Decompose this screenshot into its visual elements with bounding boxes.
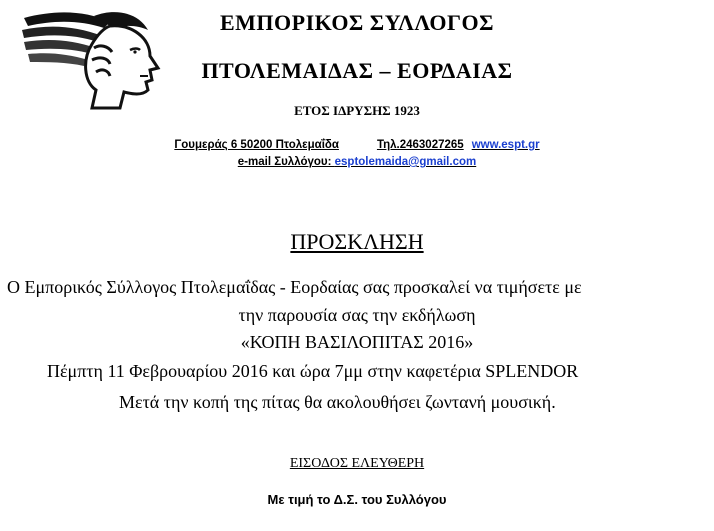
founded-year: ΕΤΟΣ ΙΔΡΥΣΗΣ 1923 xyxy=(294,103,420,118)
email-label: e-mail Συλλόγου: xyxy=(237,156,335,168)
invitation-line1: Ο Εμπορικός Σύλλογος Πτολεμαΐδας - Εορδαίας σας προσκαλεί να τιμήσετε με xyxy=(7,277,582,297)
org-name-line2: ΠΤΟΛΕΜΑΙΔΑΣ – ΕΟΡΔΑΙΑΣ xyxy=(201,58,513,83)
address-text: Γουμεράς 6 50200 Πτολεμαΐδα xyxy=(174,139,339,151)
org-name-line1: ΕΜΠΟΡΙΚΟΣ ΣΥΛΛΟΓΟΣ xyxy=(219,10,495,35)
phone-text: Τηλ.2463027265 xyxy=(376,139,464,151)
contact-line-address xyxy=(0,139,714,151)
free-entry: ΕΙΣΟΔΟΣ ΕΛΕΥΘΕΡΗ xyxy=(289,456,425,471)
invitation-title: ΠΡΟΣΚΛΗΣΗ xyxy=(290,229,424,254)
event-music-note: Μετά την κοπή της πίτας θα ακολουθήσει ζωντανή μουσική. xyxy=(119,392,556,412)
event-name: «ΚΟΠΗ ΒΑΣΙΛΟΠΙΤΑΣ 2016» xyxy=(240,332,474,352)
invitation-line2: την παρουσία σας την εκδήλωση xyxy=(238,305,476,325)
event-date-place: Πέμπτη 11 Φεβρουαρίου 2016 και ώρα 7μμ στην καφετέρια SPLENDOR xyxy=(47,361,579,381)
contact-line-email xyxy=(0,156,714,168)
signature: Με τιμή το Δ.Σ. του Συλλόγου xyxy=(267,492,447,507)
email-link[interactable]: esptolemaida@gmail.com xyxy=(334,156,477,168)
website-link[interactable]: www.espt.gr xyxy=(471,139,540,151)
